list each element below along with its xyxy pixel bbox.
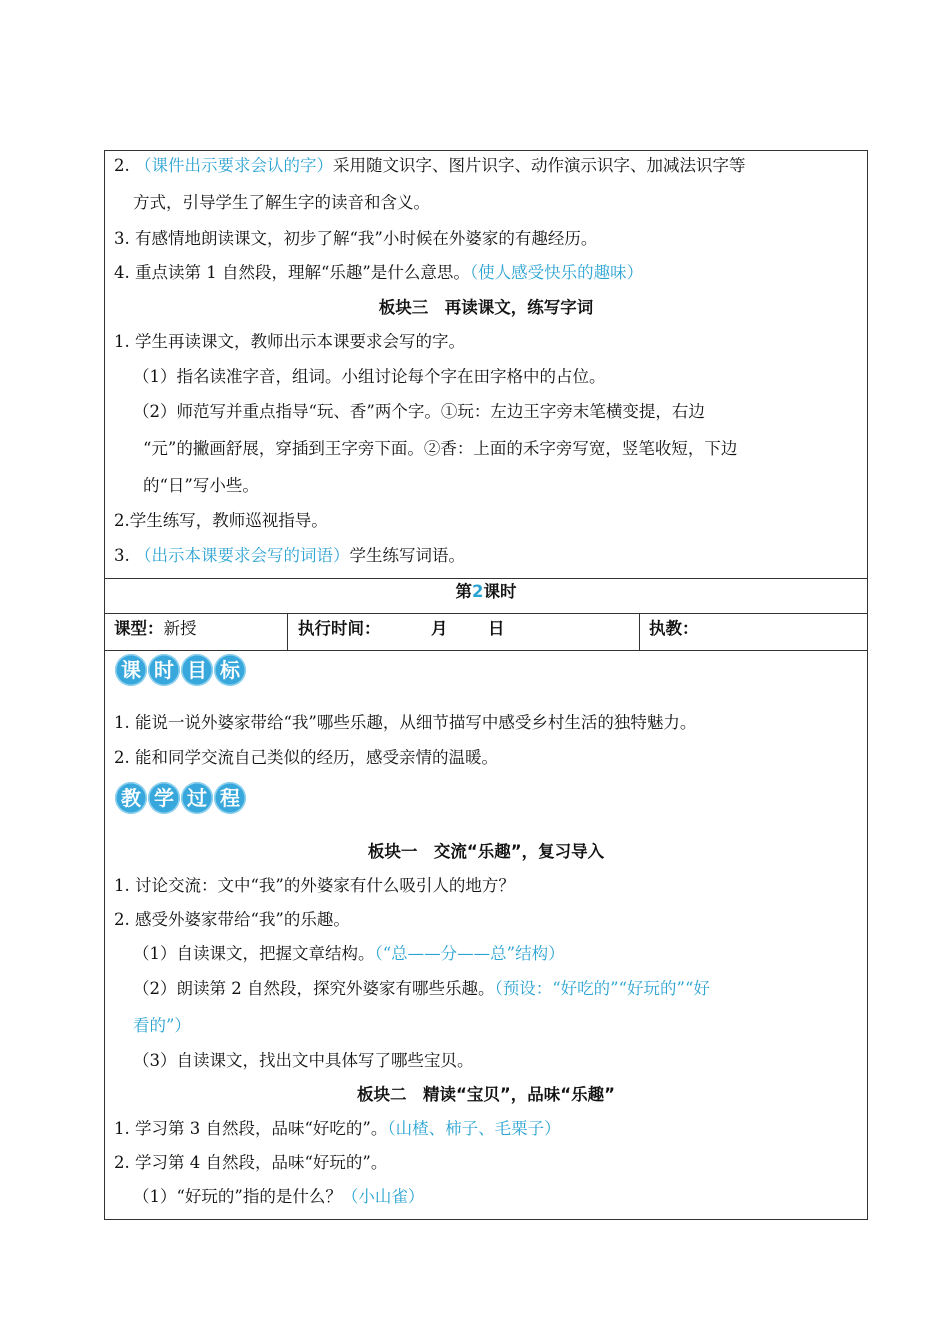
lesson-plan-table	[104, 150, 868, 1220]
lesson-type: 课型：新授	[114, 619, 197, 638]
step-2-line: 2. （课件出示要求会认的字）采用随文识字、图片识字、动作演示识字、加减法识字等	[114, 156, 746, 175]
step-2-continued: 方式，引导学生了解生字的读音和含义。	[133, 193, 430, 212]
process-substep-3: （3）自读课文，找出文中具体写了哪些宝贝。	[133, 1051, 474, 1070]
writing-substep-2-cont-1: “元”的撇画舒展，穿插到王字旁下面。②香：上面的禾字旁写宽，竖笔收短，下边	[143, 439, 738, 458]
section-heading-1: 板块一 交流“乐趣”，复习导入	[367, 842, 605, 861]
lesson-goals-badge: 课 时 目 标	[115, 654, 246, 686]
process-substep-2: （2）朗读第 2 自然段，探究外婆家有哪些乐趣。（预设：“好吃的”“好玩的”“好	[133, 979, 710, 998]
writing-step-2: 2.学生练写，教师巡视指导。	[114, 511, 328, 530]
teacher-label: 执教：	[649, 619, 699, 638]
info-row	[105, 613, 867, 650]
execution-time-label: 执行时间：	[298, 619, 381, 638]
step-4-line: 4. 重点读第 1 自然段，理解“乐趣”是什么意思。（使人感受快乐的趣味）	[114, 263, 644, 282]
process-substep-1: （1）自读课文，把握文章结构。（“总——分——总”结构）	[133, 944, 565, 963]
section-heading-2: 板块二 精读“宝贝”，品味“乐趣”	[357, 1085, 615, 1104]
divider	[105, 650, 867, 651]
lesson-title: 第2课时	[455, 582, 517, 601]
reading-substep-1: （1）“好玩的”指的是什么？（小山雀）	[133, 1187, 425, 1206]
day-label: 日	[488, 619, 505, 638]
writing-substep-2: （2）师范写并重点指导“玩、香”两个字。①玩：左边王字旁末笔横变提，右边	[133, 402, 705, 421]
goal-2: 2. 能和同学交流自己类似的经历，感受亲情的温暖。	[114, 748, 498, 767]
month-label: 月	[431, 619, 448, 638]
reading-step-2: 2. 学习第 4 自然段，品味“好玩的”。	[114, 1153, 388, 1172]
process-step-1: 1. 讨论交流：文中“我”的外婆家有什么吸引人的地方？	[114, 876, 515, 895]
writing-substep-1: （1）指名读准字音，组词。小组讨论每个字在田字格中的占位。	[133, 367, 606, 386]
writing-step-3: 3. （出示本课要求会写的词语）学生练写词语。	[114, 546, 465, 565]
writing-step-1: 1. 学生再读课文，教师出示本课要求会写的字。	[114, 332, 465, 351]
section-heading-3: 板块三 再读课文，练写字词	[378, 298, 594, 317]
teaching-process-badge: 教 学 过 程	[115, 782, 246, 814]
goal-1: 1. 能说一说外婆家带给“我”哪些乐趣，从细节描写中感受乡村生活的独特魅力。	[114, 713, 697, 732]
process-step-2: 2. 感受外婆家带给“我”的乐趣。	[114, 910, 350, 929]
writing-substep-2-cont-2: 的“日”写小些。	[143, 476, 259, 495]
process-substep-2-cont: 看的”）	[133, 1016, 191, 1035]
step-3-line: 3. 有感情地朗读课文，初步了解“我”小时候在外婆家的有趣经历。	[114, 229, 598, 248]
reading-step-1: 1. 学习第 3 自然段，品味“好吃的”。（山楂、柿子、毛栗子）	[114, 1119, 561, 1138]
divider	[105, 578, 867, 579]
